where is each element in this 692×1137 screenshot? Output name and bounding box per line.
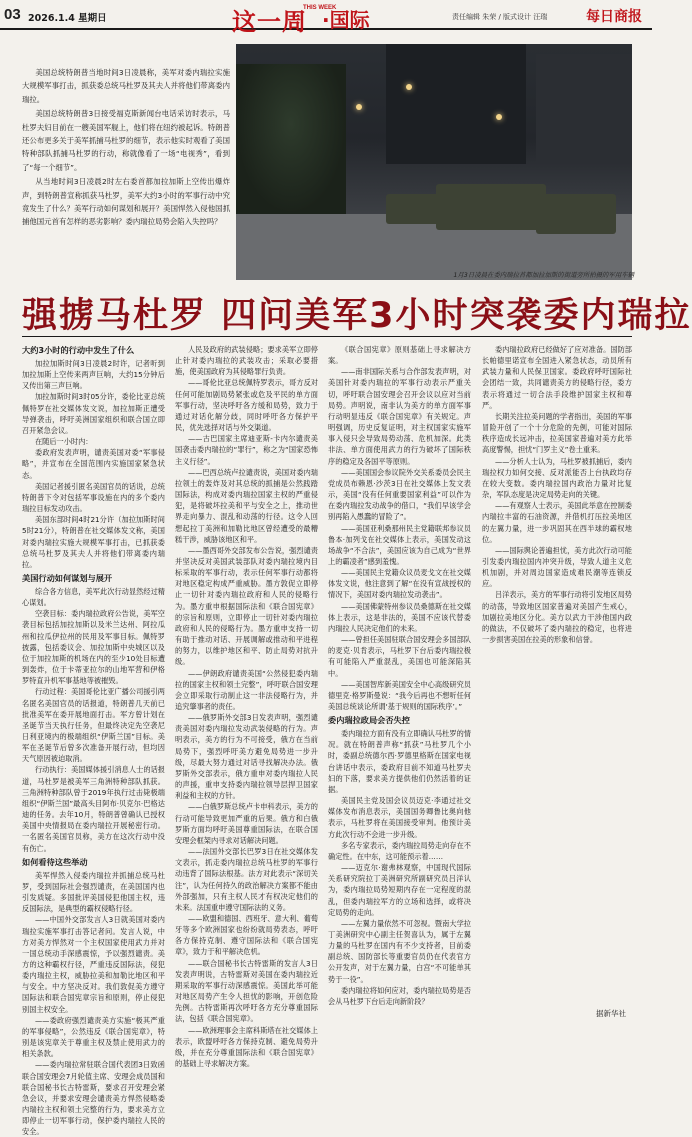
article-paragraph: ——美国智库新美国安全中心高级研究员德里克·格罗斯曼说：“我今后再也不想听任何美国总统谈论所谓‘基于规则的国际秩序’。”	[328, 679, 471, 711]
article-paragraph: 美国民主党及国会议员迈克·李通过社交媒体发布消息表示，美国国务卿鲁比奥向他表示，马杜罗将在美国接受审判。他预计美方此次行动不会进一步升级。	[328, 796, 471, 839]
photo-trees	[236, 64, 346, 214]
article-column-4	[482, 344, 632, 1016]
article-paragraph: ——伊朗政府谴责美国“公然侵犯委内瑞拉的国家主权和领土完整”，呼吁联合国安理会立即采取行动制止这一非法侵略行为，并追究肇事者的责任。	[175, 668, 318, 711]
section-heading: 大约3小时的行动中发生了什么	[22, 345, 135, 355]
lead-paragraph: 美国总统特朗普当地时间3日凌晨称，美军对委内瑞拉实施大规模军事打击，抓获委总统马杜罗及其夫人并将他们带离委内瑞拉。	[22, 68, 230, 104]
article-paragraph: ——左翼力量依然不可忽视。暨南大学拉丁美洲研究中心副主任贺喜认为，属于左翼力量的马杜罗在国内有不少支持者，目前委副总统、国防部长等重要官员仍在代表官方公开发声，对于左翼力量，白宫“不可能单其势于一役”。	[328, 918, 471, 984]
source-credit: 据新华社	[596, 1009, 626, 1018]
article-paragraph: 在随后一小时内：	[34, 437, 93, 447]
article-paragraph: 空袭目标：委内瑞拉政府公告说，美军空袭目标包括加拉加斯以及米兰达州、阿拉瓜州和拉瓜伊拉州的民用及军事目标。佩特罗披露，包括委议会、加拉加斯中央城区以及位于加拉加斯的机场在内的至少10处目标遭到轰炸，位于卡蒂亚拉尔的山地军营和伊格罗特直升机军事基地等被摧毁。	[22, 609, 165, 686]
lead-paragraph: 美国总统特朗普3日接受福克斯新闻台电话采访时表示，马杜罗夫妇目前在一艘美国军舰上，他们将在纽约被起诉。特朗普还公布更多关于美军抓捕马杜罗的细节，表示他实时观看了美国特种部队抓捕马杜罗的行动，称就像看了一场“电视秀”，看到了“每一个细节”。	[22, 109, 230, 172]
article-paragraph: ——委政府强烈谴责美方实施“极其严重的军事侵略”，公然违反《联合国宪章》，特别是该宪章关于尊重主权及禁止使用武力的相关条款。	[22, 1015, 165, 1059]
article-paragraph: 委内瑞拉将如何应对，委内瑞拉局势是否会从马杜罗下台后走向新阶段？	[328, 985, 471, 1006]
article-paragraph: ——哥伦比亚总统佩特罗表示，哥方反对任何可能加剧局势紧张或危及平民的单方面军事行动，坚决呼吁各方缓和局势，致力于通过对话化解分歧，同时呼吁各方保护平民，优先选择对话与外交渠道。	[175, 378, 318, 433]
street-light	[356, 104, 362, 110]
article-paragraph: 加拉加斯时间3时05分许，委伦比亚总统佩特罗在社交媒体发文说，加拉加斯正遭受导弹袭击，呼吁美洲国家组织和联合国立即召开紧急会议。	[22, 392, 165, 435]
article-paragraph: 委政府发表声明，谴责美国对委“军事侵略”，并宣布在全国范围内实施国家紧急状态。	[22, 448, 165, 480]
article-paragraph: ——欧盟和德国、西班牙、意大利、葡萄牙等多个欧洲国家也纷纷就局势表态，呼吁各方保持克制、遵守国际法和《联合国宪章》，致力于和平解决危机。	[175, 913, 318, 957]
article-paragraph: ——美国亚利桑那州民主党籍联邦参议员鲁本·加列戈在社交媒体上表示，美国发动这场战争“不合法”，美国应该为自己成为“世界上的霸凌者”感到羞愧。	[328, 523, 471, 566]
article-paragraph: ——分析人士认为，马杜罗被抓捕后，委内瑞拉权力如何交接、反对派能否上台执政均存在较大变数。委内瑞拉国内政治力量对比复杂，军队态度是决定局势走向的关键。	[482, 456, 632, 500]
article-paragraph: 综合各方信息，美军此次行动显然经过精心谋划。	[22, 586, 165, 608]
article-column-2	[175, 344, 318, 1068]
street-light	[496, 114, 502, 120]
section-heading: 委内瑞拉政局会否失控	[328, 715, 410, 726]
news-photo	[236, 44, 632, 280]
military-vehicle	[436, 184, 546, 230]
section-subtitle: ·国际	[322, 8, 370, 32]
article-paragraph: 加拉加斯时间3日凌晨2时许，记者听到加拉加斯上空传来两声巨响，大约15分钟后又传出第三声巨响。	[22, 359, 165, 391]
article-paragraph: 《联合国宪章》原则基础上寻求解决方案。	[328, 345, 471, 366]
article-paragraph: 委内瑞拉政府已经做好了应对准备。国防部长帕德里诺宣布全国进入紧急状态，动员所有武装力量和人民保卫国家。委政府呼吁国际社会团结一致，共同谴责美方的侵略行径，委方表示将通过一切合法手段维护国家主权和尊严。	[482, 345, 632, 410]
article-paragraph: 美国记者援引匿名美国官员的话说，总统特朗普下令对包括军事设施在内的多个委内瑞拉目标发动攻击。	[22, 481, 165, 514]
article-paragraph: ——有观察人士表示，美国此举意在控制委内瑞拉丰富的石油资源，并借机打压拉美地区的左翼力量，进一步巩固其在西半球的霸权地位。	[482, 501, 632, 544]
article-paragraph: ——俄罗斯外交部3日发表声明，强烈谴责美国对委内瑞拉发动武装侵略的行为。声明表示，美方的行为不可接受，俄方在当前局势下，强烈呼吁美方避免局势进一步升级，尽最大努力通过对话寻找解决办法。俄罗斯外交部表示，俄方重申对委内瑞拉人民的声援，重申支持委内瑞拉领导层捍卫国家利益和主权的方针。	[175, 713, 318, 801]
article-paragraph: ——巴西总统卢拉谴责说，美国对委内瑞拉领土的轰炸及对其总统的抓捕是公然践踏国际法，构成对委内瑞拉国家主权的严重侵犯，是将破坏拉美和平与安全之上，推动世界走向暴力、混乱和动荡的行径。这令人回想起拉丁美洲和加勒比地区曾经遭受的最糟糕干涉，威胁该地区和平。	[175, 467, 318, 544]
article-paragraph: ——曾担任美国驻联合国安理会多国部队的麦克·贝肯表示，马杜罗下台后委内瑞拉极有可能陷入严重混乱，美国也可能深陷其中。	[328, 635, 471, 678]
photo-building	[536, 54, 632, 164]
article-paragraph: ——墨西哥外交部发布公告说，强烈谴责并坚决反对美国武装部队对委内瑞拉境内目标采取的军事行动，表示任何军事行动都将对地区稳定构成严重威胁。墨方敦促立即停止一切针对委内瑞拉政府和人民的侵略行为。墨方重申根据国际法和《联合国宪章》的宗旨和原则，立即停止一切针对委内瑞拉政府和人民的侵略行为。墨方重申支持一切有助于推动对话、开展调解或推动和平进程的努力，以维护地区和平、防止局势对抗升级。	[175, 545, 318, 667]
military-vehicle	[386, 194, 446, 224]
article-paragraph: ——欧洲理事会主席科斯塔在社交媒体上表示，欧盟呼吁各方保持克制、避免局势升级，并在充分尊重国际法和《联合国宪章》的基础上寻求解决方案。	[175, 1025, 318, 1068]
article-paragraph: ——美国佛蒙特州参议员桑德斯在社交媒体上表示，这是非法的，美国不应该代替委内瑞拉人民决定他们的未来。	[328, 601, 471, 633]
photo-building	[386, 44, 526, 164]
article-paragraph: ——南非国际关系与合作部发表声明，对美国针对委内瑞拉的军事行动表示严重关切，呼吁联合国安理会召开会议以应对当前局势。声明说，南非认为美方的单方面军事行动明显违反《联合国宪章》有关规定。声明强调，历史反复证明，对主权国家实施军事入侵只会导致局势动荡、危机加深。此类非法、单方面使用武力的行为破坏了国际秩序的稳定及各国平等原则。	[328, 367, 471, 466]
article-column-3	[328, 344, 471, 1016]
article-paragraph: 多名专家表示，委内瑞拉局势走向存在不确定性。在中东，这可能预示着……	[328, 840, 471, 861]
article-paragraph: 人民及政府的武装侵略；要求美军立即停止针对委内瑞拉的武装攻击；采取必要措施，使美国政府为其侵略罪行负责。	[175, 345, 318, 377]
section-heading: 如何看待这些举动	[22, 856, 88, 867]
article-paragraph: ——迈克尔·谢弗林观察，中国现代国际关系研究院拉丁美洲研究所副研究员吕洋认为，委内瑞拉局势短期内存在一定程度的混乱，但委内瑞拉军方的立场和选择，或将决定局势的走向。	[328, 863, 471, 917]
issue-date: 2026.1.4 星期日	[28, 13, 107, 24]
section-title: 这一周	[232, 8, 307, 36]
lead-text	[22, 66, 230, 230]
article-paragraph: ——委内瑞拉常驻联合国代表团3日致函联合国安理会7月轮值主席、安理会成员国和联合国秘书长古特雷斯，要求召开安理会紧急会议，并要求安理会谴责美方悍然侵略委内瑞拉主权和领土完整的行为，要求美方立即停止一切军事行动，保护委内瑞拉人民的安全。	[22, 1060, 165, 1137]
photo-caption: 1月3日凌晨在委内瑞拉首都加拉加斯的街道旁所拍摄的军用车辆	[453, 271, 634, 279]
street-light	[406, 84, 412, 90]
article-paragraph: ——美国国会参议院外交关系委员会民主党成员布赖恩·沙茨3日在社交媒体上发文表示，美国“没有任何重要国家利益”可以作为在委内瑞拉发动战争的借口，“我们早该学会别再陷入愚蠢的冒险了”。	[328, 467, 471, 522]
article-paragraph: ——中国外交部发言人3日就美国对委内瑞拉实施军事打击答记者问。发言人说，中方对美方悍然对一个主权国家使用武力并对一国总统动手深感震惊，予以强烈谴责。美方的这种霸权行径，严重违反国际法，侵犯委内瑞拉主权，威胁拉美和加勒比地区和平与安全。中方坚决反对。我们敦促美方遵守国际法和联合国宪章宗旨和原则，停止侵犯别国主权安全。	[22, 915, 165, 1014]
article-column-1	[22, 344, 165, 1137]
headline-rule	[22, 336, 632, 337]
article-paragraph: ——白俄罗斯总统卢卡申科表示，美方的行动可能导致更加严重的后果。俄方和白俄罗斯方面均呼吁美国尊重国际法，在联合国安理会框架内寻求对话解决问题。	[175, 802, 318, 845]
newspaper-name: 每日商报	[586, 9, 642, 25]
editor-credit: 责任编辑 朱荣 / 版式设计 汪瑞	[452, 13, 548, 21]
headline: 强掳马杜罗 四问美军3小时突袭委内瑞拉	[22, 296, 692, 336]
article-paragraph: 行动执行：美国媒体援引消息人士的话报道，马杜罗是被美军三角洲特种部队抓获。三角洲特种部队曾于2019年执行过击毙极端组织“伊斯兰国”最高头目阿布·贝克尔·巴格达迪的任务。去年10月，特朗普曾确认已授权美国中央情报局在委内瑞拉开展秘密行动。一名匿名美国官员称，美方在这次行动中没有伤亡。	[22, 765, 165, 853]
article-paragraph: ——古巴国家主席迪亚斯-卡内尔谴责美国袭击委内瑞拉的“罪行”，称之为“国家恐怖主义行径”。	[175, 434, 318, 466]
page-number: 03	[4, 6, 21, 23]
this-week-tag: THIS WEEK	[303, 5, 337, 11]
page-header	[0, 0, 652, 36]
lead-paragraph: 从当地时间3日凌晨2时左右委首都加拉加斯上空传出爆炸声，到特朗普宣称抓获马杜罗，美军大约3小时的军事行动中究竟发生了什么？美军行动如何谋划和展开？美国悍然入侵他国抓捕他国元首有怎样的恶劣影响？委内瑞拉局势会陷入失控吗？	[22, 177, 230, 227]
section-heading: 美国行动如何谋划与展开	[22, 572, 113, 583]
article-paragraph: ——联合国秘书长古特雷斯的发言人3日发表声明说，古特雷斯对美国在委内瑞拉近期采取的军事行动深感震惊。美国此举可能对地区局势产生令人担忧的影响，开创危险先例。古特雷斯再次呼吁各方充分尊重国际法，包括《联合国宪章》。	[175, 958, 318, 1024]
article-paragraph: ——国际舆论普遍担忧，美方此次行动可能引发委内瑞拉国内冲突升级，导致人道主义危机加剧，并对周边国家造成难民潮等连锁反应。	[482, 545, 632, 589]
article-paragraph: ——美国民主党籍众议员麦戈文在社交媒体发文说，他注意到了解“在没有宣战授权的情况下，美国对委内瑞拉发动袭击”。	[328, 568, 471, 600]
military-vehicle	[536, 194, 616, 234]
article-paragraph: 委内瑞拉方面有没有立即确认马杜罗的情况。就在特朗普声称“抓获”马杜罗几个小时，委副总统德尔西·罗德里格斯在国家电视台讲话中表示，委政府目前不知道马杜罗夫妇的下落，要求美方提供他们仍然活着的证据。	[328, 729, 471, 794]
article-paragraph: 行动过程：美国哥伦比亚广播公司援引两名匿名美国官员的话报道，特朗普几天前已批准美军在委开展地面打击。军方曾计划在圣诞节当天执行任务，但最终决定先空袭尼日利亚境内的极端组织“伊斯兰国”目标。美军在圣诞节后曾多次准备开展行动，但均因天气原因被迫取消。	[22, 687, 165, 764]
article-paragraph: 美军悍然入侵委内瑞拉并抓捕总统马杜罗，受到国际社会强烈谴责，在美国国内也引发质疑。多国批评美国侵犯他国主权，违反国际法，是典型的霸权侵略行径。	[22, 870, 165, 914]
article-paragraph: 吕洋表示，美方的军事行动将引发地区局势的动荡，导致地区国家普遍对美国产生戒心，加剧拉美地区分化。美方以武力干涉他国内政的做法，不仅破坏了委内瑞拉的稳定，也将进一步损害美国在拉美的形象和信誉。	[482, 590, 632, 645]
article-paragraph: 美国东部时间4时21分许（加拉加斯时间5时21分），特朗普在社交媒体发文称，美国对委内瑞拉实施大规模军事打击，已抓获委总统马杜罗及其夫人并将他们带离委内瑞拉。	[22, 515, 165, 569]
article-paragraph: ——法国外交部长巴罗3日在社交媒体发文表示，抓走委内瑞拉总统马杜罗的军事行动违背了国际法根基。法方对此表示“深切关注”，认为任何持久的政治解决方案都不能由外部强加，只有主权人民才有权决定他们的未来。法国重申遵守国际法的义务。	[175, 847, 318, 912]
article-paragraph: 长期关注拉美问题的学者指出，美国的军事冒险开创了一个十分危险的先例，可能对国际秩序造成长远冲击，拉美国家普遍对美方此举高度警惕，担忧“门罗主义”卷土重来。	[482, 411, 632, 455]
